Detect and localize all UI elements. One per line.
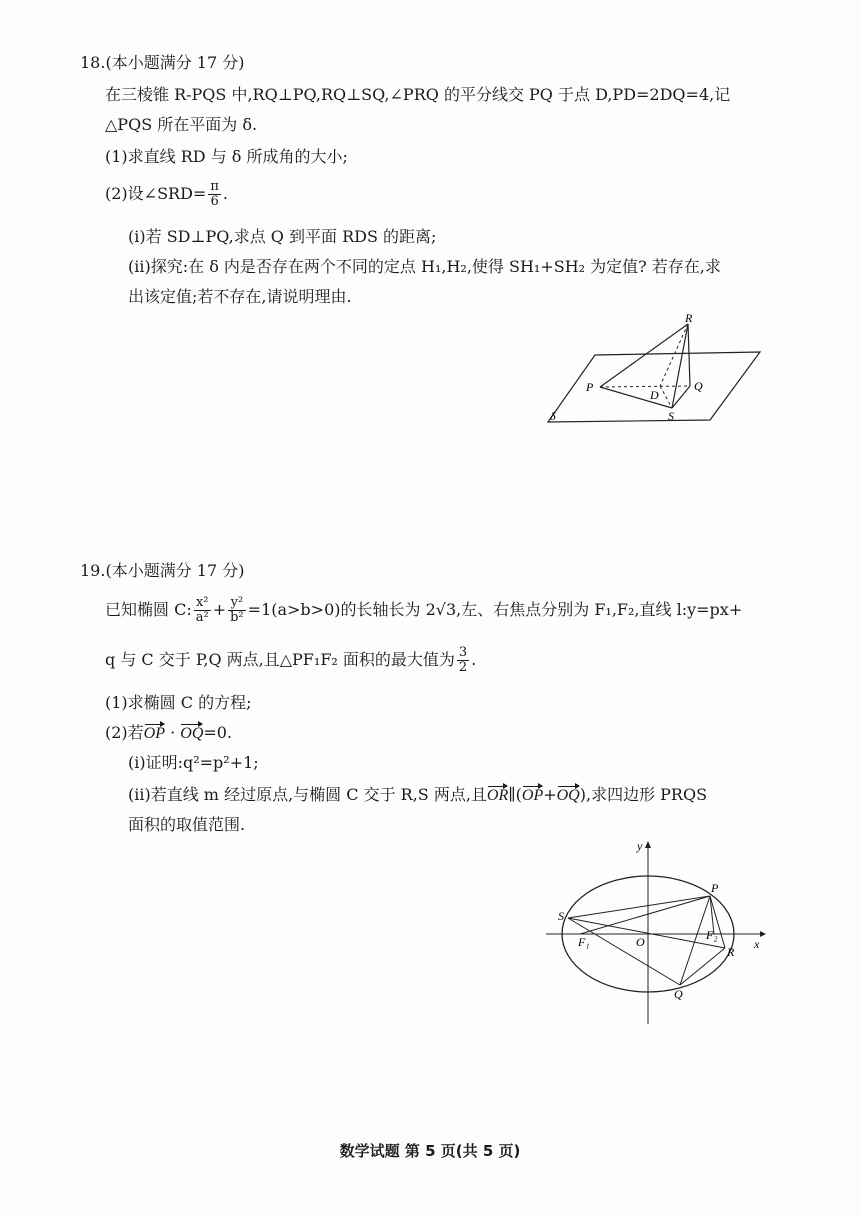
q19-line2-prefix: q 与 C 交于 P,Q 两点,且△PF₁F₂ 面积的最大值为 [105, 650, 455, 669]
label-F2: F₂ [706, 928, 718, 942]
vector-OP-2: OP [522, 785, 543, 807]
q19-dot: · [165, 723, 181, 742]
q18-sub-ii-line2: 出该定值;若不存在,请说明理由. [128, 287, 352, 306]
q19-sub-ii [128, 784, 707, 807]
q19-area-fraction [457, 646, 469, 675]
vector-OR: OR [487, 785, 508, 807]
q19-line2-suffix: . [471, 650, 477, 669]
q19-header: 19.(本小题满分 17 分) [80, 561, 245, 580]
plane-delta [548, 352, 760, 422]
q18-tetrahedron-figure [540, 310, 770, 430]
label-delta: δ [550, 409, 556, 423]
q18-part2-suffix: . [222, 184, 228, 203]
q19-part2-suffix: =0. [203, 723, 233, 742]
q19-sub-i: (ⅰ)证明:q²=p²+1; [128, 753, 259, 772]
segment-F1P [580, 896, 710, 934]
q18-frac-den: 6 [210, 194, 219, 209]
q18-part1: (1)求直线 RD 与 δ 所成角的大小; [105, 147, 348, 166]
label-Q: Q [694, 379, 703, 393]
q19-frac-x-num: x² [194, 596, 211, 611]
q19-area-den: 2 [458, 660, 468, 675]
segment-SP [568, 896, 710, 918]
q19-text-line2 [105, 642, 476, 678]
q19-ellipse-figure [540, 838, 770, 1028]
edge-RP [600, 324, 688, 387]
q18-text-line1: 在三棱锥 R-PQS 中,RQ⊥PQ,RQ⊥SQ,∠PRQ 的平分线交 PQ 于点 D,PD=2DQ=4,记 [105, 85, 731, 104]
label-y: y [637, 839, 643, 853]
q19-sub-ii-suffix: ),求四边形 PRQS [579, 785, 708, 804]
q19-frac-x [194, 596, 211, 625]
edge-PS [600, 387, 672, 408]
q19-frac-y-den: b² [230, 610, 244, 625]
q18-sub-i: (ⅰ)若 SD⊥PQ,求点 Q 到平面 RDS 的距离; [128, 227, 437, 246]
q19-sub-ii-line2: 面积的取值范围. [128, 815, 246, 834]
y-axis-arrow-icon [645, 841, 651, 848]
q19-sub-ii-prefix: (ⅱ)若直线 m 经过原点,与椭圆 C 交于 R,S 两点,且 [128, 785, 487, 804]
label-S: S [668, 409, 674, 423]
q19-part1: (1)求椭圆 C 的方程; [105, 693, 252, 712]
q19-part2 [105, 722, 232, 745]
label-F1: F₁ [578, 935, 590, 949]
q19-plus: + [212, 600, 227, 619]
q19-plus-2: + [543, 785, 557, 804]
q19-line1-suffix: =1(a>b>0)的长轴长为 2√3,左、右焦点分别为 F₁,F₂,直线 l:y=px+ [247, 600, 743, 619]
edge-RQ [688, 324, 690, 386]
label-Q: Q [674, 987, 683, 1001]
label-x: x [754, 937, 760, 951]
q19-area-num: 3 [458, 645, 468, 660]
q19-part2-prefix: (2)若 [105, 723, 144, 742]
label-S: S [558, 909, 564, 923]
vector-OP: OP [144, 723, 165, 745]
q18-header: 18.(本小题满分 17 分) [80, 53, 245, 72]
x-axis-arrow-icon [760, 931, 766, 937]
page-footer: 数学试题 第 5 页(共 5 页) [339, 1142, 521, 1160]
label-P: P [711, 881, 719, 895]
label-D: D [650, 388, 659, 402]
label-O: O [636, 935, 645, 949]
label-R: R [685, 311, 693, 325]
q18-part2-prefix: (2)设∠SRD= [105, 184, 207, 203]
edge-RS [672, 324, 688, 408]
segment-SQ [568, 918, 680, 985]
q18-text-line2: △PQS 所在平面为 δ. [105, 115, 258, 134]
q19-text-line1 [105, 592, 742, 628]
label-R: R [727, 945, 735, 959]
vector-OQ-2: OQ [557, 785, 580, 807]
q19-frac-y [228, 596, 246, 625]
q19-parallel: ∥( [508, 785, 522, 804]
q18-frac-num: π [210, 179, 219, 194]
q19-line1-prefix: 已知椭圆 C: [105, 600, 192, 619]
q19-frac-y-num: y² [228, 596, 246, 611]
q18-part2 [105, 178, 228, 210]
q18-sub-ii-line1: (ⅱ)探究:在 δ 内是否存在两个不同的定点 H₁,H₂,使得 SH₁+SH₂ 为定值? 若存在,求 [128, 257, 721, 276]
vector-OQ: OQ [180, 723, 203, 745]
q18-pi-fraction [208, 180, 221, 209]
q19-frac-x-den: a² [195, 610, 209, 625]
label-P: P [586, 380, 594, 394]
